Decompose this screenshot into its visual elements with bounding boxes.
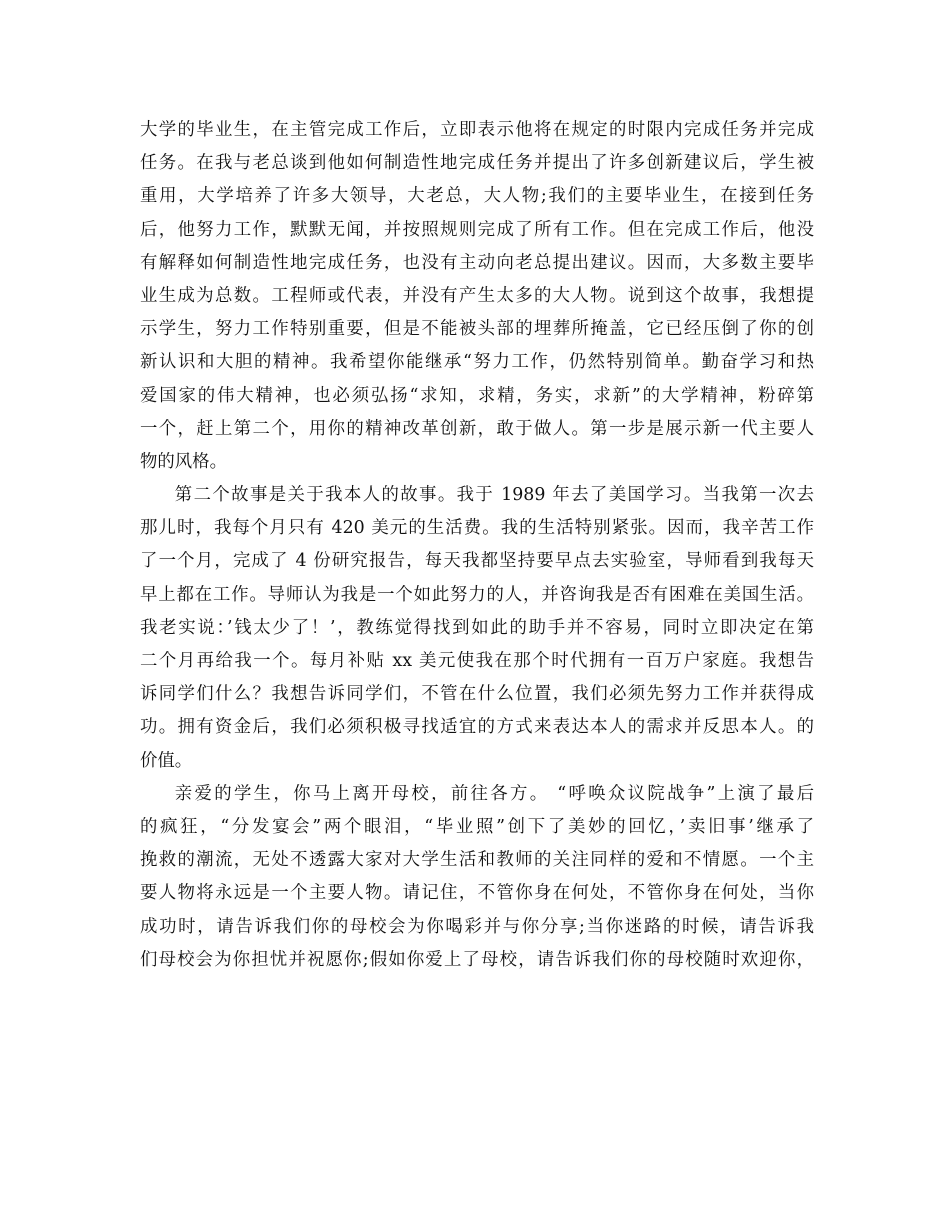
text-line: 示学生，努力工作特别重要，但是不能被头部的埋葬所掩盖，它已经压倒了你的创 xyxy=(140,319,814,340)
paragraph xyxy=(140,114,814,479)
paragraph xyxy=(140,479,814,778)
text-line: 新认识和大胆的精神。我希望你能继承“努力工作，仍然特别简单。勤奋学习和热 xyxy=(140,352,814,373)
text-line: 挽救的潮流，无处不透露大家对大学生活和教师的关注同样的爱和不情愿。一个主 xyxy=(140,850,814,871)
text-line: 有解释如何制造性地完成任务，也没有主动向老总提出建议。因而，大多数主要毕 xyxy=(140,252,814,273)
text-line: 第二个故事是关于我本人的故事。我于 1989 年去了美国学习。当我第一次去 xyxy=(174,485,814,506)
text-line: 大学的毕业生，在主管完成工作后，立即表示他将在规定的时限内完成任务并完成 xyxy=(140,120,814,140)
text-line: 价值。 xyxy=(140,750,193,771)
text-line: 功。拥有资金后，我们必须积极寻找适宜的方式来表达本人的需求并反思本人。的 xyxy=(140,717,814,738)
text-line: 成功时，请告诉我们你的母校会为你喝彩并与你分享;当你迷路的时候，请告诉我 xyxy=(140,916,814,937)
text-line: 二个月再给我一个。每月补贴 xx 美元使我在那个时代拥有一百万户家庭。我想告 xyxy=(140,651,814,671)
text-line: 重用，大学培养了许多大领导，大老总，大人物;我们的主要毕业生，在接到任务 xyxy=(140,186,814,207)
text-line: 那儿时，我每个月只有 420 美元的生活费。我的生活特别紧张。因而，我辛苦工作 xyxy=(140,518,814,539)
text-line: 任务。在我与老总谈到他如何制造性地完成任务并提出了许多创新建议后，学生被 xyxy=(140,153,814,174)
text-line: 们母校会为你担忧并祝愿你;假如你爱上了母校，请告诉我们你的母校随时欢迎你， xyxy=(140,949,814,970)
text-line: 后，他努力工作，默默无闻，并按照规则完成了所有工作。但在完成工作后，他没 xyxy=(140,219,814,240)
text-line: 我老实说：’钱太少了！’，教练觉得找到如此的助手并不容易，同时立即决定在第 xyxy=(140,617,814,638)
text-line: 爱国家的伟大精神，也必须弘扬“求知，求精，务实，求新”的大学精神，粉碎第 xyxy=(140,385,814,406)
document-body xyxy=(140,114,814,977)
paragraph xyxy=(140,778,814,977)
text-line: 要人物将永远是一个主要人物。请记住，不管你身在何处，不管你身在何处，当你 xyxy=(140,883,814,904)
text-line: 亲爱的学生，你马上离开母校，前往各方。 “呼唤众议院战争”上演了最后 xyxy=(174,783,814,804)
text-line: 诉同学们什么？我想告诉同学们，不管在什么位置，我们必须先努力工作并获得成 xyxy=(140,684,814,705)
text-line: 业生成为总数。工程师或代表，并没有产生太多的大人物。说到这个故事，我想提 xyxy=(140,285,814,306)
text-line: 一个，赶上第二个，用你的精神改革创新，敢于做人。第一步是展示新一代主要人 xyxy=(140,418,814,439)
text-line: 物的风格。 xyxy=(140,451,227,472)
text-line: 了一个月，完成了 4 份研究报告，每天我都坚持要早点去实验室，导师看到我每天 xyxy=(140,551,814,572)
text-line: 的疯狂，“分发宴会”两个眼泪，“毕业照”创下了美妙的回忆，’卖旧事’继承了 xyxy=(140,816,814,837)
text-line: 早上都在工作。导师认为我是一个如此努力的人，并咨询我是否有困难在美国生活。 xyxy=(140,584,814,605)
